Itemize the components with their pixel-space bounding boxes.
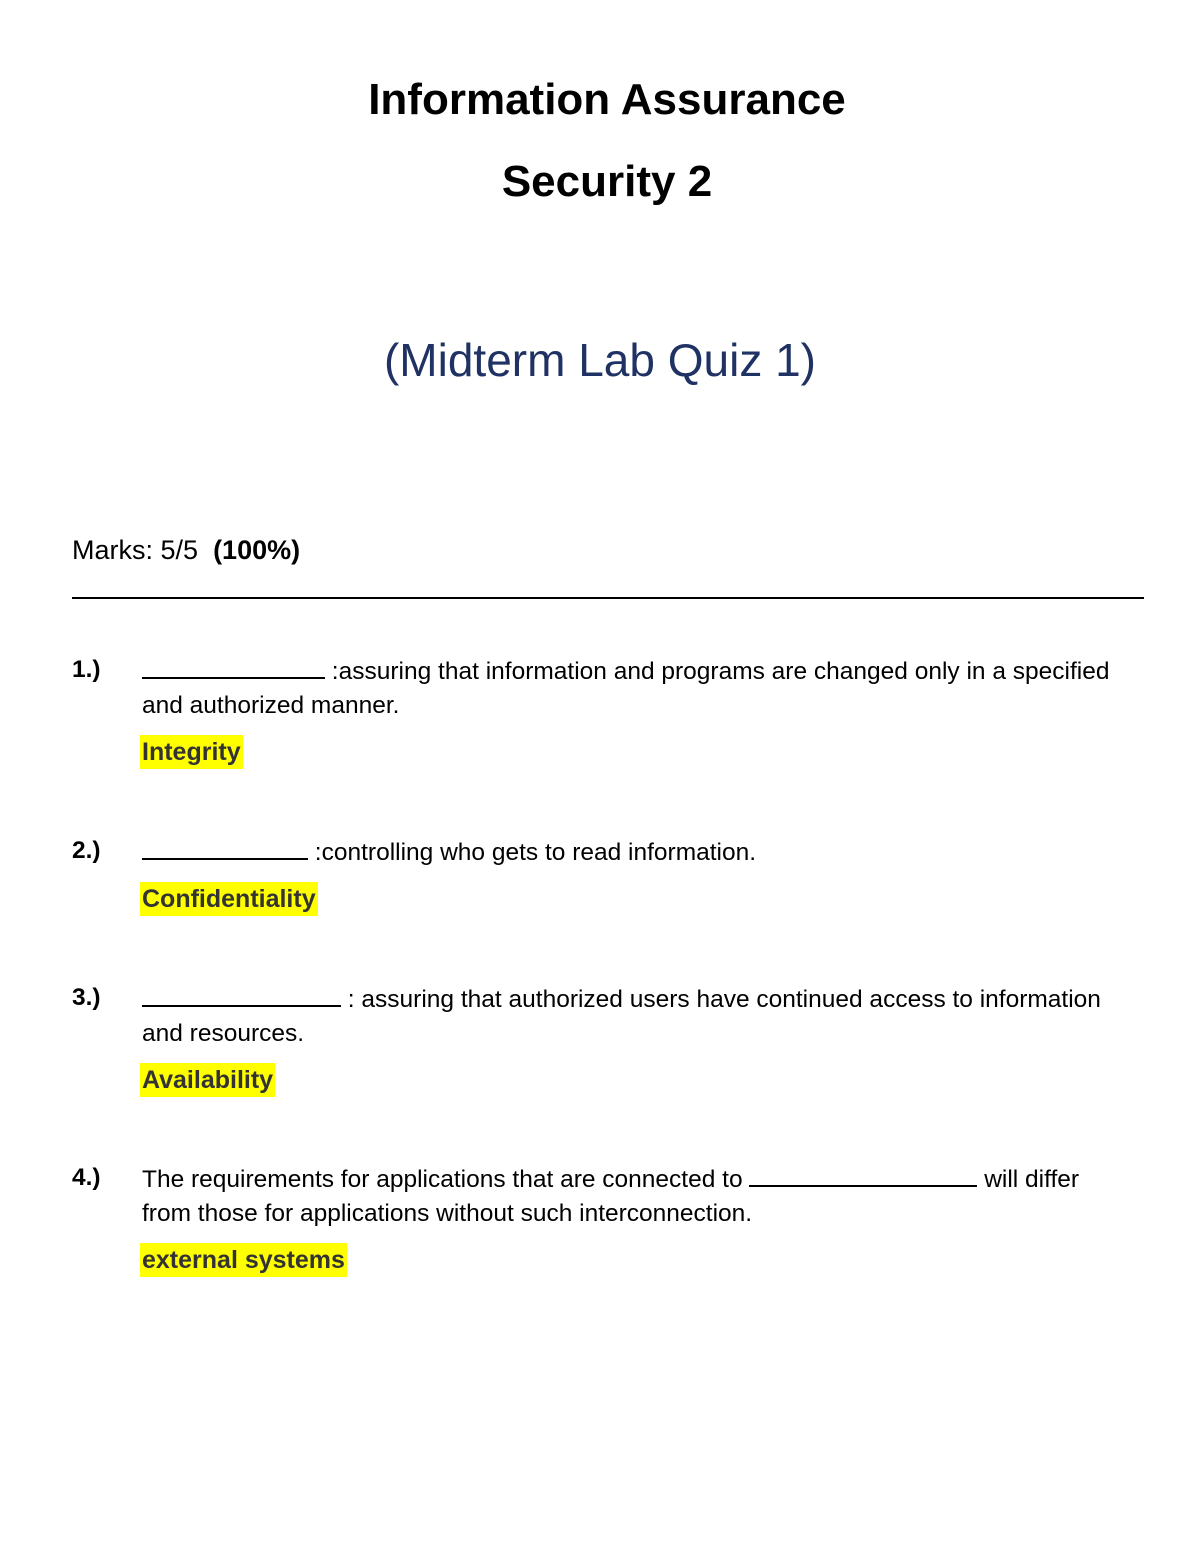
document-subtitle-course: Security 2 bbox=[501, 157, 713, 206]
quiz-name: (Midterm Lab Quiz 1) bbox=[383, 334, 816, 386]
answer-highlight: Confidentiality bbox=[140, 882, 318, 916]
answer-1 bbox=[140, 735, 243, 769]
question-number: 4.) bbox=[72, 1164, 101, 1191]
question-number: 3.) bbox=[72, 984, 101, 1011]
question-number: 1.) bbox=[72, 656, 101, 683]
answer-4 bbox=[140, 1243, 347, 1277]
marks-line bbox=[72, 534, 300, 566]
answer-highlight: Availability bbox=[140, 1063, 275, 1097]
answer-highlight: Integrity bbox=[140, 735, 243, 769]
divider bbox=[72, 597, 1144, 599]
answer-blank bbox=[142, 834, 308, 860]
answer-blank bbox=[142, 653, 325, 679]
marks-label: Marks: 5/5 bbox=[72, 535, 199, 565]
question-1 bbox=[72, 653, 1132, 723]
document-title: Information Assurance bbox=[368, 75, 846, 124]
answer-blank bbox=[142, 981, 341, 1007]
question-2 bbox=[72, 834, 1132, 870]
answer-highlight: external systems bbox=[140, 1243, 347, 1277]
question-3 bbox=[72, 981, 1132, 1051]
question-text: :assuring that information and programs are changed only in a specified and authorized manner. bbox=[142, 653, 1132, 723]
answer-3 bbox=[140, 1063, 275, 1097]
answer-2 bbox=[140, 882, 318, 916]
question-text: : assuring that authorized users have continued access to information and resources. bbox=[142, 981, 1132, 1051]
answer-blank bbox=[749, 1161, 977, 1187]
marks-percent: (100%) bbox=[213, 535, 301, 565]
question-text: The requirements for applications that are connected to will differ from those for applications without such interconnection. bbox=[142, 1161, 1132, 1231]
question-text: :controlling who gets to read information. bbox=[142, 834, 1132, 870]
question-number: 2.) bbox=[72, 837, 101, 864]
question-4 bbox=[72, 1161, 1132, 1231]
